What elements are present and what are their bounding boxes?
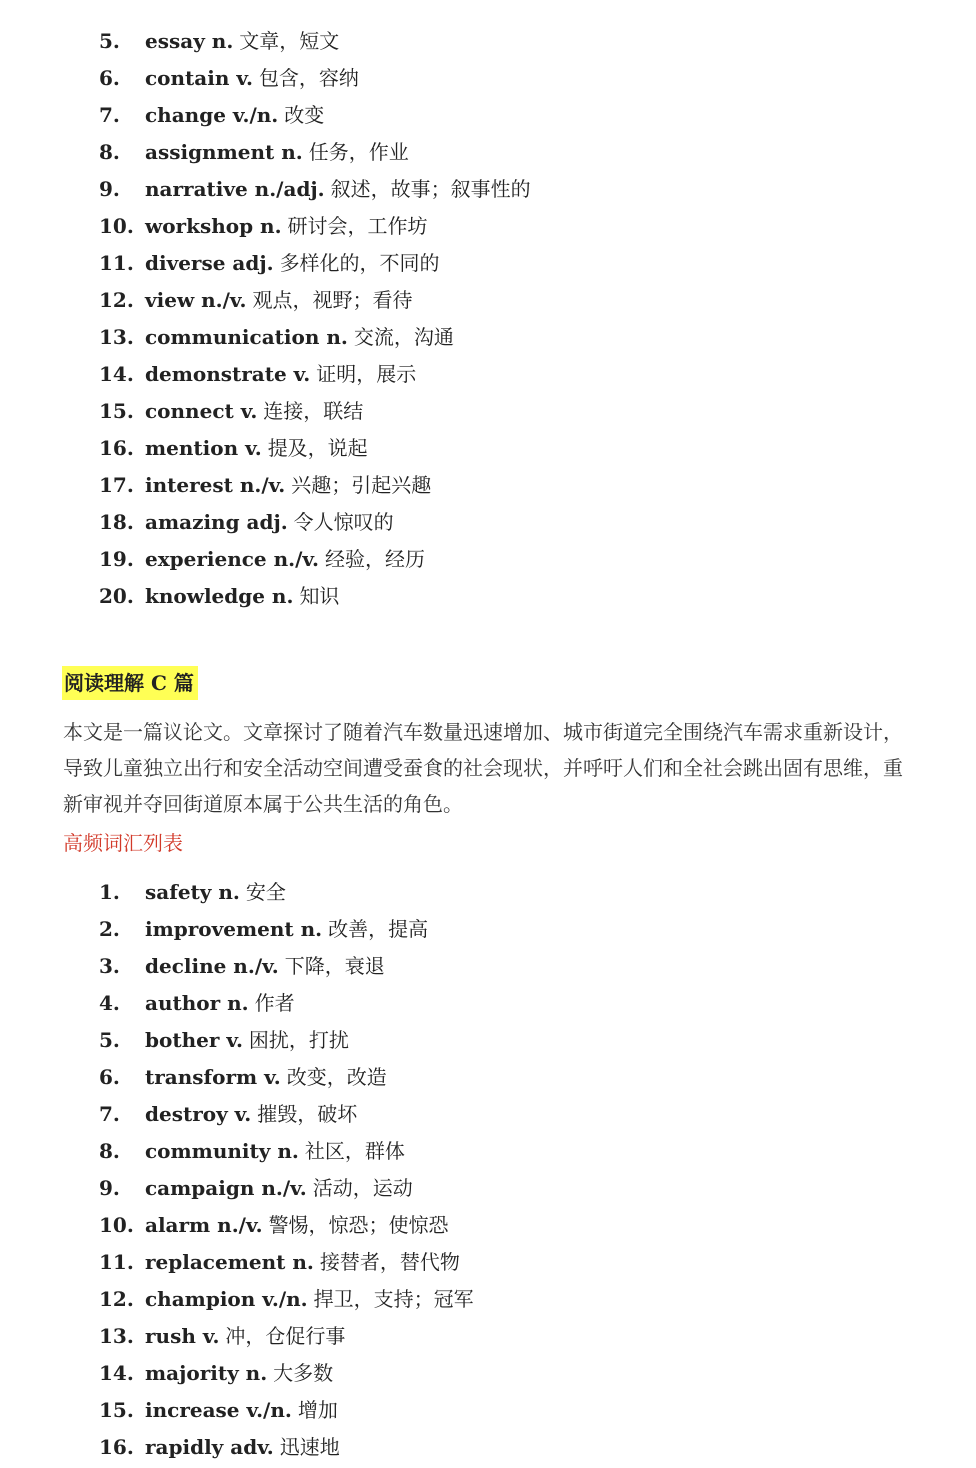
item-number: 11. [99,1250,134,1274]
item-word: community n. [145,1139,299,1163]
item-meaning: 知识 [299,584,340,608]
list-item [0,1059,976,1096]
item-number: 2. [99,917,120,941]
item-number: 14. [99,1361,134,1385]
item-number: 10. [99,1213,134,1237]
list-item [0,467,976,504]
item-meaning: 社区，群体 [304,1139,405,1163]
list-item [0,541,976,578]
item-word: bother v. [145,1028,243,1052]
item-word: destroy v. [145,1102,252,1126]
item-number: 12. [99,288,134,312]
item-meaning: 任务，作业 [308,140,409,164]
item-number: 8. [99,140,120,164]
list-item [0,985,976,1022]
list-item [0,1170,976,1207]
item-meaning: 增加 [297,1398,338,1422]
item-number: 3. [99,954,120,978]
list-item [0,319,976,356]
list-item [0,60,976,97]
list-item [0,874,976,911]
item-meaning: 研讨会，工作坊 [287,214,428,238]
list-item [0,171,976,208]
item-meaning: 叙述，故事；叙事性的 [330,177,531,201]
item-number: 20. [99,584,134,608]
item-number: 8. [99,1139,120,1163]
item-number: 5. [99,1028,120,1052]
item-word: communication n. [145,325,348,349]
list-item [0,208,976,245]
item-number: 15. [99,1398,134,1422]
list-item [0,1429,976,1466]
item-meaning: 活动，运动 [312,1176,413,1200]
item-meaning: 下降，衰退 [284,954,385,978]
item-meaning: 兴趣；引起兴趣 [291,473,432,497]
item-meaning: 大多数 [273,1361,334,1385]
item-word: majority n. [145,1361,268,1385]
item-number: 7. [99,103,120,127]
list-item [0,97,976,134]
item-word: alarm n./v. [145,1213,263,1237]
item-number: 9. [99,177,120,201]
item-meaning: 作者 [254,991,295,1015]
item-meaning: 冲，仓促行事 [225,1324,346,1348]
item-meaning: 警惕，惊恐；使惊恐 [268,1213,449,1237]
item-meaning: 提及，说起 [267,436,368,460]
item-word: view n./v. [145,288,247,312]
item-meaning: 摧毁，破坏 [257,1102,358,1126]
list-item [0,430,976,467]
vocab-list-heading: 高频词汇列表 [63,831,183,855]
vocab-list-bottom [0,874,976,1466]
item-meaning: 文章，短文 [239,29,340,53]
item-word: increase v./n. [145,1398,292,1422]
item-number: 7. [99,1102,120,1126]
item-number: 13. [99,1324,134,1348]
item-number: 18. [99,510,134,534]
item-meaning: 证明，展示 [316,362,417,386]
item-number: 10. [99,214,134,238]
item-number: 17. [99,473,134,497]
list-item [0,948,976,985]
list-item [0,1355,976,1392]
item-word: decline n./v. [145,954,279,978]
vocab-list-top [0,23,976,615]
item-meaning: 令人惊叹的 [293,510,394,534]
item-word: safety n. [145,880,240,904]
item-word: narrative n./adj. [145,177,325,201]
list-item [0,1392,976,1429]
item-number: 16. [99,1435,134,1459]
item-word: interest n./v. [145,473,286,497]
item-word: champion v./n. [145,1287,308,1311]
item-meaning: 改变 [284,103,325,127]
list-item [0,356,976,393]
item-word: amazing adj. [145,510,288,534]
item-word: contain v. [145,66,253,90]
item-word: author n. [145,991,249,1015]
item-word: connect v. [145,399,258,423]
list-item [0,578,976,615]
list-item [0,1022,976,1059]
item-word: mention v. [145,436,262,460]
item-number: 6. [99,66,120,90]
item-number: 13. [99,325,134,349]
item-word: rapidly adv. [145,1435,274,1459]
list-item [0,911,976,948]
item-meaning: 连接，联结 [263,399,364,423]
item-meaning: 安全 [245,880,286,904]
item-meaning: 改善，提高 [328,917,429,941]
item-word: rush v. [145,1324,220,1348]
item-meaning: 观点，视野；看待 [252,288,413,312]
item-meaning: 接替者，替代物 [319,1250,460,1274]
list-item [0,393,976,430]
item-number: 16. [99,436,134,460]
list-item [0,23,976,60]
item-meaning: 多样化的，不同的 [279,251,440,275]
item-word: replacement n. [145,1250,314,1274]
item-word: change v./n. [145,103,279,127]
item-number: 9. [99,1176,120,1200]
list-item [0,1244,976,1281]
section-heading: 阅读理解 C 篇 [62,666,198,700]
item-word: assignment n. [145,140,303,164]
item-word: campaign n./v. [145,1176,307,1200]
list-item [0,504,976,541]
item-number: 6. [99,1065,120,1089]
item-number: 1. [99,880,120,904]
item-word: improvement n. [145,917,323,941]
section-summary: 本文是一篇议论文。文章探讨了随着汽车数量迅速增加、城市街道完全围绕汽车需求重新设计，导致儿童独立出行和安全活动空间遭受蚕食的社会现状，并呼吁人们和全社会跳出固有思维，重新审视并夺回街道原本属于公共生活的角色。 [63,720,903,816]
item-word: essay n. [145,29,234,53]
item-meaning: 经验，经历 [325,547,426,571]
item-number: 5. [99,29,120,53]
item-meaning: 困扰，打扰 [248,1028,349,1052]
item-word: experience n./v. [145,547,320,571]
list-item [0,282,976,319]
list-item [0,1318,976,1355]
item-number: 11. [99,251,134,275]
item-word: workshop n. [145,214,282,238]
item-word: transform v. [145,1065,281,1089]
item-number: 15. [99,399,134,423]
item-meaning: 交流，沟通 [353,325,454,349]
list-item [0,1207,976,1244]
item-word: diverse adj. [145,251,274,275]
list-item [0,134,976,171]
list-item [0,1133,976,1170]
item-word: knowledge n. [145,584,294,608]
item-meaning: 包含，容纳 [258,66,359,90]
item-meaning: 捍卫，支持；冠军 [313,1287,474,1311]
item-number: 19. [99,547,134,571]
item-word: demonstrate v. [145,362,311,386]
item-number: 4. [99,991,120,1015]
item-meaning: 改变，改造 [286,1065,387,1089]
list-item [0,245,976,282]
list-item [0,1281,976,1318]
item-meaning: 迅速地 [279,1435,340,1459]
list-item [0,1096,976,1133]
item-number: 12. [99,1287,134,1311]
item-number: 14. [99,362,134,386]
